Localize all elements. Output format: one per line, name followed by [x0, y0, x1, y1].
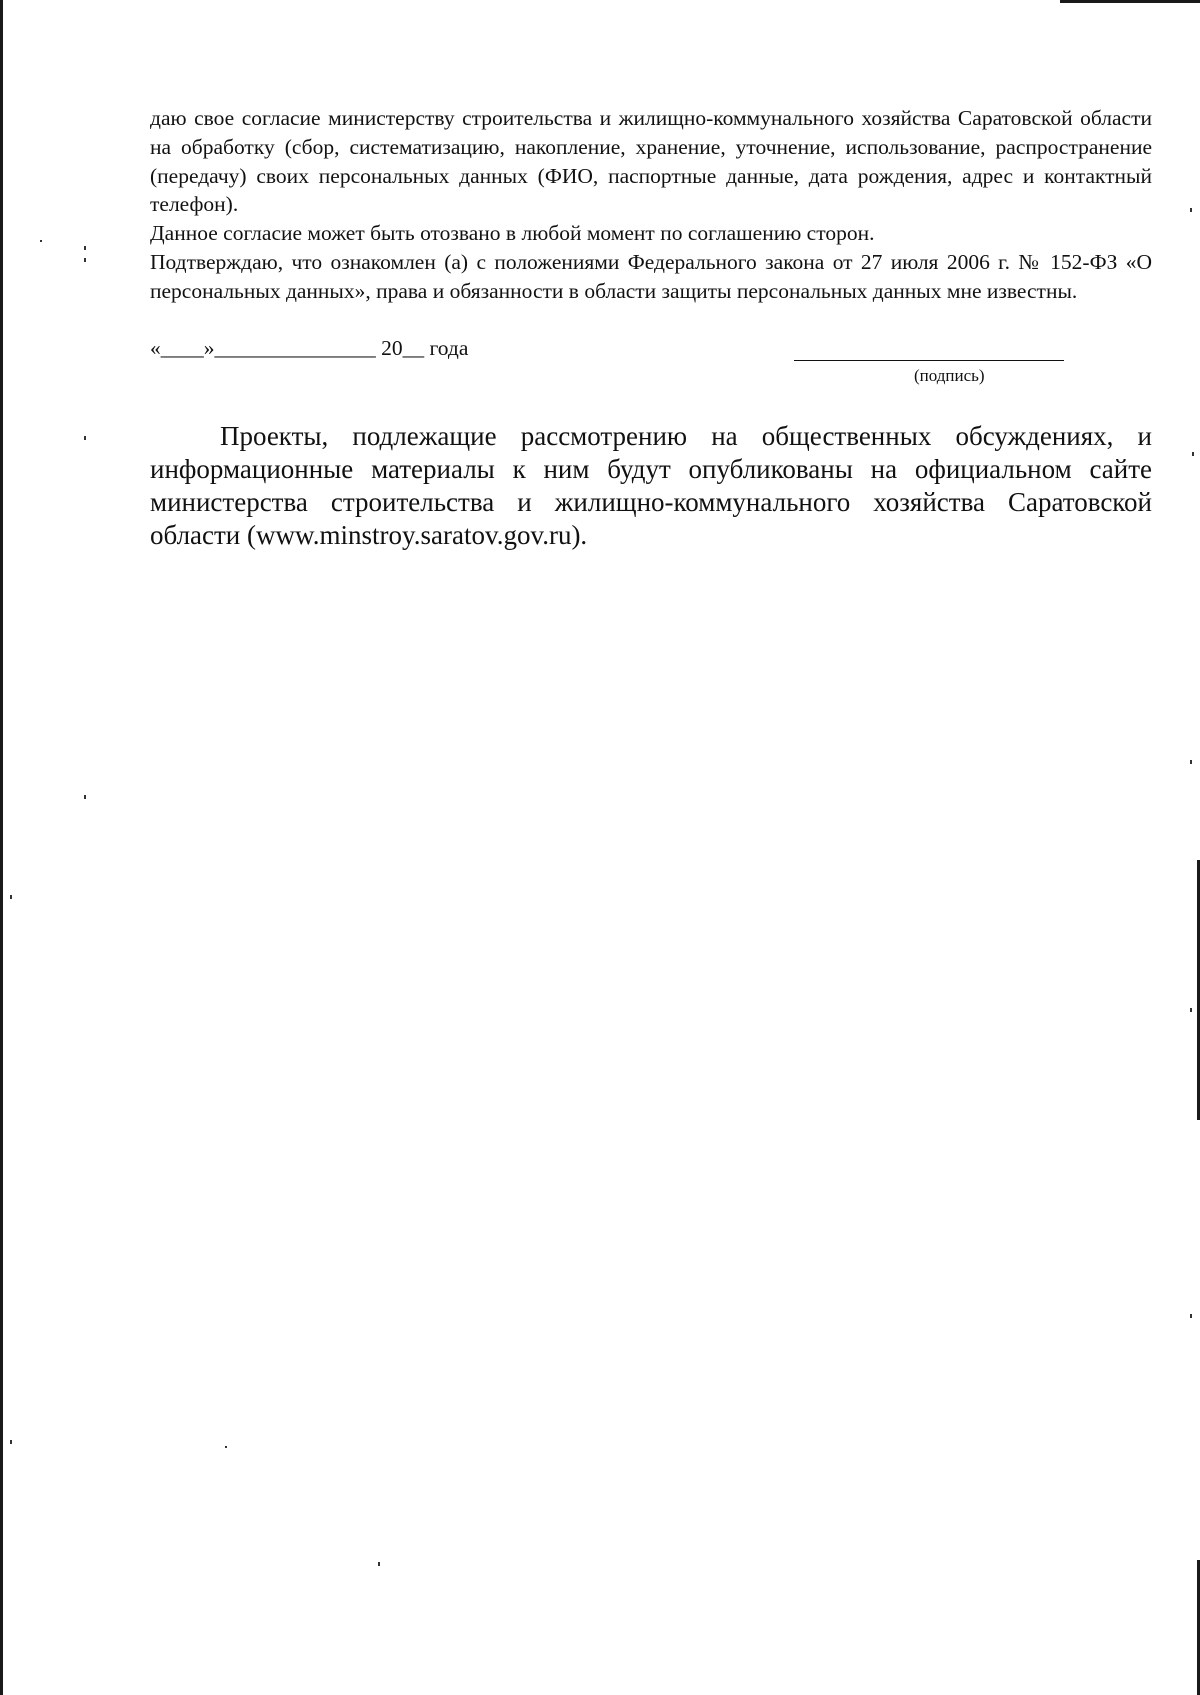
scan-speck [10, 895, 12, 899]
signature-caption: (подпись) [914, 366, 985, 385]
scan-speck [1190, 760, 1192, 764]
scan-speck [40, 240, 42, 242]
consent-text [150, 104, 1152, 306]
scan-edge-top [1060, 0, 1200, 3]
scan-speck [84, 246, 86, 250]
scan-speck [10, 1440, 12, 1444]
scan-edge-left [0, 0, 3, 1695]
scan-speck [1190, 208, 1192, 212]
signature-line [794, 360, 1064, 361]
consent-paragraph-3: Подтверждаю, что ознакомлен (а) с положениями Федерального закона от 27 июля 2006 г. № 152-ФЗ «О персональных данных», права и обязанности в области защиты персональных данных мне известны. [150, 249, 1152, 303]
scan-speck [1192, 452, 1194, 456]
scan-speck [84, 436, 86, 440]
scan-speck [1190, 1314, 1192, 1318]
date-line: «____»_______________ 20__ года [150, 336, 469, 360]
projects-notice: Проекты, подлежащие рассмотрению на общественных обсуждениях, и информационные материалы к ним будут опубликованы на официальном сайте министерства строительства и жилищно-коммунального хозяйства Саратовской области (www.minstroy.saratov.gov.ru). [150, 421, 1152, 550]
consent-paragraph-1: даю свое согласие министерству строительства и жилищно-коммунального хозяйства Саратовской области на обработку (сбор, систематизацию, накопление, хранение, уточнение, использование, распространение (передачу) своих персональных данных (ФИО, паспортные данные, дата рождения, адрес и контактный телефон). [150, 106, 1152, 217]
scan-speck [84, 258, 86, 262]
scan-speck [1190, 1008, 1192, 1012]
scan-speck [378, 1562, 380, 1566]
signature-row [150, 336, 1152, 396]
consent-paragraph-2: Данное согласие может быть отозвано в любой момент по соглашению сторон. [150, 221, 875, 246]
scan-speck [84, 795, 86, 799]
scan-speck [225, 1446, 227, 1448]
